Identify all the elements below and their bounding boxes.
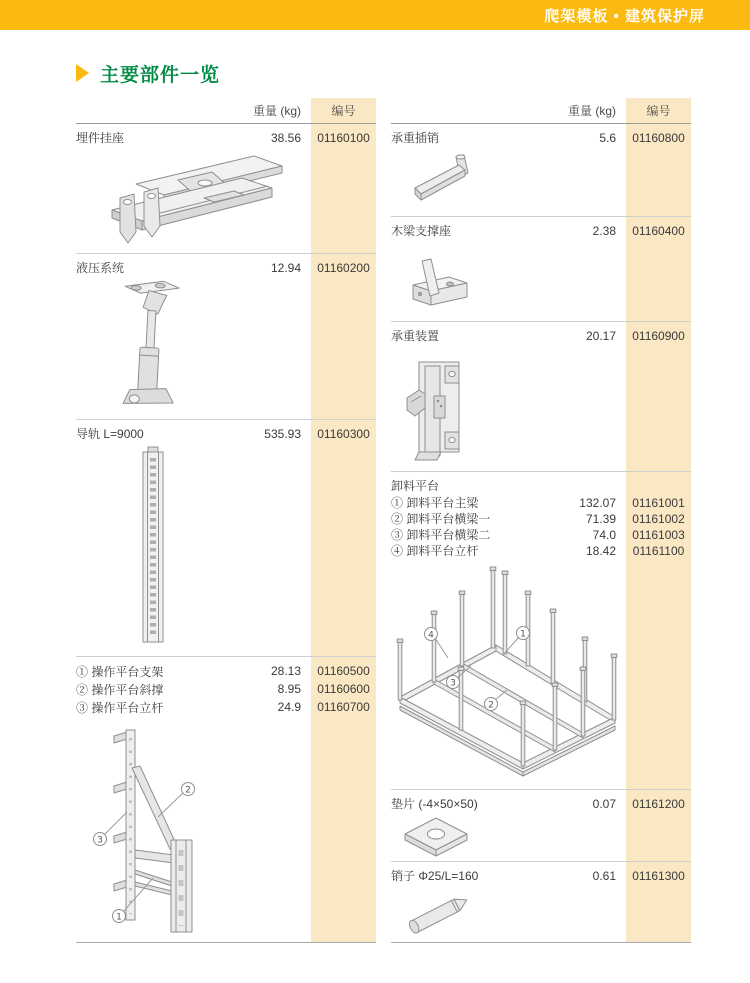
part-row bbox=[391, 322, 691, 472]
callout-label: 2 bbox=[185, 785, 191, 796]
part-code: 01161001 bbox=[632, 495, 685, 510]
weight-header: 重量 (kg) bbox=[567, 104, 616, 118]
part-name: ② 操作平台斜撑 bbox=[76, 682, 164, 697]
section-title-row bbox=[76, 62, 750, 84]
table-header bbox=[76, 98, 376, 124]
part-name: ② 卸料平台横梁一 bbox=[391, 512, 491, 526]
part-weight: 20.17 bbox=[585, 328, 616, 343]
part-row bbox=[391, 217, 691, 322]
part-code: 01161200 bbox=[632, 796, 685, 811]
weight-header: 重量 (kg) bbox=[252, 104, 301, 118]
part-code: 01160500 bbox=[317, 664, 370, 678]
part-name: ③ 操作平台立杆 bbox=[76, 700, 164, 715]
part-code: 01160200 bbox=[317, 260, 370, 275]
part-weight: 71.39 bbox=[585, 511, 616, 526]
part-weight: 18.42 bbox=[585, 543, 616, 558]
callout-label: 1 bbox=[116, 912, 122, 923]
part-row bbox=[76, 657, 376, 942]
timber-beam-support-illustration bbox=[403, 249, 478, 313]
part-row bbox=[76, 124, 376, 254]
parts-column-left bbox=[76, 98, 376, 943]
part-row bbox=[391, 124, 691, 217]
part-name: 承重插销 bbox=[391, 131, 440, 145]
title-arrow-icon bbox=[76, 64, 89, 82]
part-name: 木梁支撑座 bbox=[391, 224, 452, 238]
part-code: 01160800 bbox=[632, 130, 685, 145]
table-header bbox=[391, 98, 691, 124]
part-code: 01160700 bbox=[317, 700, 370, 714]
part-code: 01161100 bbox=[632, 543, 685, 558]
part-row bbox=[391, 862, 691, 942]
page-title: 主要部件一览 bbox=[100, 64, 221, 86]
part-code: 01160900 bbox=[632, 328, 685, 343]
part-name: ③ 卸料平台横梁二 bbox=[391, 528, 491, 542]
part-weight: 38.56 bbox=[270, 130, 301, 145]
part-name: 埋件挂座 bbox=[76, 131, 125, 145]
parts-tables bbox=[76, 98, 750, 943]
part-weight: 12.94 bbox=[270, 260, 301, 275]
part-weight: 2.38 bbox=[592, 223, 616, 238]
pin-illustration bbox=[401, 887, 476, 937]
part-weight: 28.13 bbox=[270, 664, 301, 678]
callout-label: 2 bbox=[488, 700, 494, 711]
part-row bbox=[391, 472, 691, 790]
part-row bbox=[76, 254, 376, 420]
brand-header-bar bbox=[0, 0, 750, 30]
part-weight: 5.6 bbox=[599, 130, 616, 145]
guide-rail-illustration bbox=[121, 444, 181, 649]
part-row bbox=[76, 420, 376, 657]
part-row bbox=[391, 790, 691, 862]
code-header: 编号 bbox=[646, 104, 671, 118]
parts-column-right bbox=[391, 98, 691, 943]
part-weight: 0.07 bbox=[592, 796, 616, 811]
unloading-platform-illustration bbox=[393, 562, 633, 784]
brand-header-text: 爬架模板 • 建筑保护屏 bbox=[544, 7, 705, 25]
part-weight: 535.93 bbox=[264, 426, 301, 441]
hydraulic-system-illustration bbox=[96, 278, 231, 416]
shim-plate-illustration bbox=[401, 814, 471, 860]
load-pin-illustration bbox=[409, 150, 479, 208]
part-weight: 8.95 bbox=[277, 682, 301, 696]
embedded-hanger-illustration bbox=[86, 148, 301, 249]
work-platform-bracket-illustration bbox=[86, 722, 311, 937]
part-name: 导轨 L=9000 bbox=[76, 427, 144, 441]
callout-label: 1 bbox=[520, 629, 526, 640]
part-weight: 0.61 bbox=[592, 868, 616, 883]
part-code: 01160100 bbox=[317, 130, 370, 145]
callout-label: 3 bbox=[450, 678, 456, 689]
load-bearing-device-illustration bbox=[405, 350, 470, 465]
part-code: 01160400 bbox=[632, 223, 685, 238]
callout-label: 4 bbox=[428, 630, 434, 641]
part-code: 01161300 bbox=[632, 868, 685, 883]
part-weight: 24.9 bbox=[277, 700, 301, 714]
part-weight: 132.07 bbox=[579, 495, 616, 510]
part-name: 销子 Φ25/L=160 bbox=[391, 869, 479, 883]
part-code: 01161003 bbox=[632, 527, 685, 542]
part-name: ① 卸料平台主梁 bbox=[391, 496, 479, 510]
part-code: 01160600 bbox=[317, 682, 370, 696]
callout-label: 3 bbox=[97, 835, 103, 846]
part-name: 承重装置 bbox=[391, 329, 440, 343]
part-weight: 74.0 bbox=[592, 527, 616, 542]
part-code: 01161002 bbox=[632, 511, 685, 526]
part-name: ① 操作平台支架 bbox=[76, 664, 164, 679]
part-name: 液压系统 bbox=[76, 261, 125, 275]
part-group-title: 卸料平台 bbox=[391, 479, 440, 493]
part-name: 垫片 (-4×50×50) bbox=[391, 797, 478, 811]
part-name: ④ 卸料平台立杆 bbox=[391, 544, 479, 558]
part-code: 01160300 bbox=[317, 426, 370, 441]
code-header: 编号 bbox=[331, 104, 356, 118]
